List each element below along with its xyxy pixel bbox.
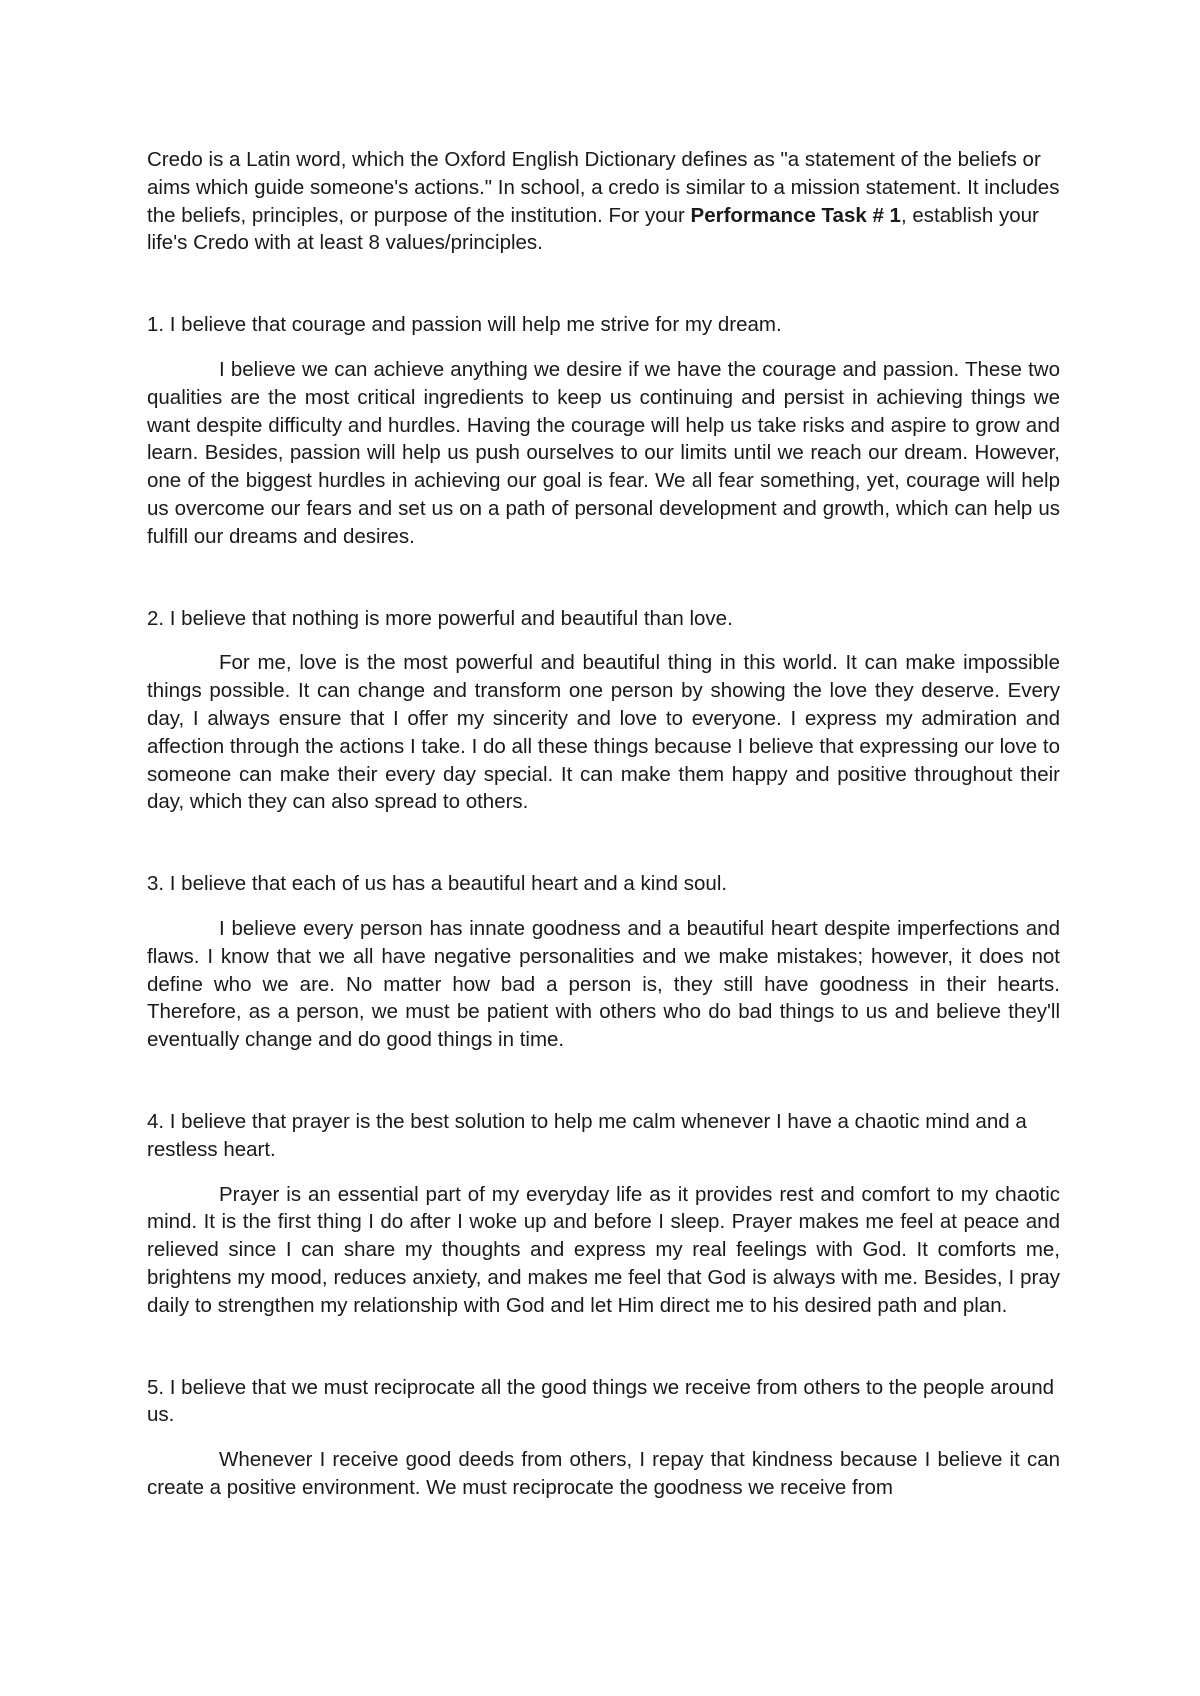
intro-text-end: , establish your life's Credo with at least 8 values/principles. — [147, 203, 1039, 255]
spacer — [147, 1320, 1060, 1374]
spacer — [147, 1164, 1060, 1181]
credo-item-1 — [147, 311, 1060, 550]
performance-task-label: Performance Task # 1 — [690, 203, 901, 227]
intro-paragraph — [147, 146, 1060, 257]
spacer — [147, 339, 1060, 356]
credo-heading: 4. I believe that prayer is the best solution to help me calm whenever I have a chaotic mind and a restless heart. — [147, 1109, 1027, 1161]
credo-body: Prayer is an essential part of my everyday life as it provides rest and comfort to my chaotic mind. It is the first thing I do after I woke up and before I sleep. Prayer makes me feel at peace and relieved since I can share my thoughts and express my real feelings with God. It comforts me, brightens my mood, reduces anxiety, and makes me feel that God is always with me. Besides, I pray daily to strengthen my relationship with God and let Him direct me to his desired path and plan. — [147, 1182, 1060, 1317]
credo-body: Whenever I receive good deeds from others, I repay that kindness because I believe it can create a positive environment. We must reciprocate the goodness we receive from — [147, 1448, 1060, 1499]
spacer — [147, 551, 1060, 605]
document-page — [147, 146, 1060, 1502]
spacer — [147, 898, 1060, 915]
credo-item-3 — [147, 870, 1060, 1054]
credo-heading: 3. I believe that each of us has a beautiful heart and a kind soul. — [147, 872, 728, 896]
credo-item-4 — [147, 1108, 1060, 1320]
intro-text: Credo is a Latin word, which the Oxford English Dictionary defines as "a statement of the beliefs or aims which guide someone's actions." In school, a credo is similar to a mission statement. It includes the beliefs, principles, or purpose of the institution. For your — [147, 148, 1060, 227]
spacer — [147, 1054, 1060, 1108]
credo-heading: 1. I believe that courage and passion will help me strive for my dream. — [147, 313, 782, 337]
credo-heading: 5. I believe that we must reciprocate all the good things we receive from others to the people around us. — [147, 1375, 1055, 1427]
credo-body: I believe every person has innate goodness and a beautiful heart despite imperfections and flaws. I know that we all have negative personalities and we make mistakes; however, it does not define who we are. No matter how bad a person is, they still have goodness in their hearts. Therefore, as a person, we must be patient with others who do bad things to us and believe they'll eventually change and do good things in time. — [147, 916, 1060, 1052]
credo-item-2 — [147, 605, 1060, 817]
credo-item-5 — [147, 1374, 1060, 1502]
credo-body: For me, love is the most powerful and beautiful thing in this world. It can make impossible things possible. It can change and transform one person by showing the love they deserve. Every day, I always ensure that I offer my sincerity and love to everyone. I express my admiration and affection through the actions I take. I do all these things because I believe that expressing our love to someone can make their every day special. It can make them happy and positive throughout their day, which they can also spread to others. — [147, 651, 1060, 814]
credo-body: I believe we can achieve anything we desire if we have the courage and passion. These two qualities are the most critical ingredients to keep us continuing and persist in achieving things we want despite difficulty and hurdles. Having the courage will help us take risks and aspire to grow and learn. Besides, passion will help us push ourselves to our limits until we reach our dream. However, one of the biggest hurdles in achieving our goal is fear. We all fear something, yet, courage will help us overcome our fears and set us on a path of personal development and growth, which can help us fulfill our dreams and desires. — [147, 357, 1060, 548]
credo-heading: 2. I believe that nothing is more powerful and beautiful than love. — [147, 606, 733, 630]
spacer — [147, 257, 1060, 311]
spacer — [147, 1429, 1060, 1446]
spacer — [147, 632, 1060, 649]
spacer — [147, 816, 1060, 870]
